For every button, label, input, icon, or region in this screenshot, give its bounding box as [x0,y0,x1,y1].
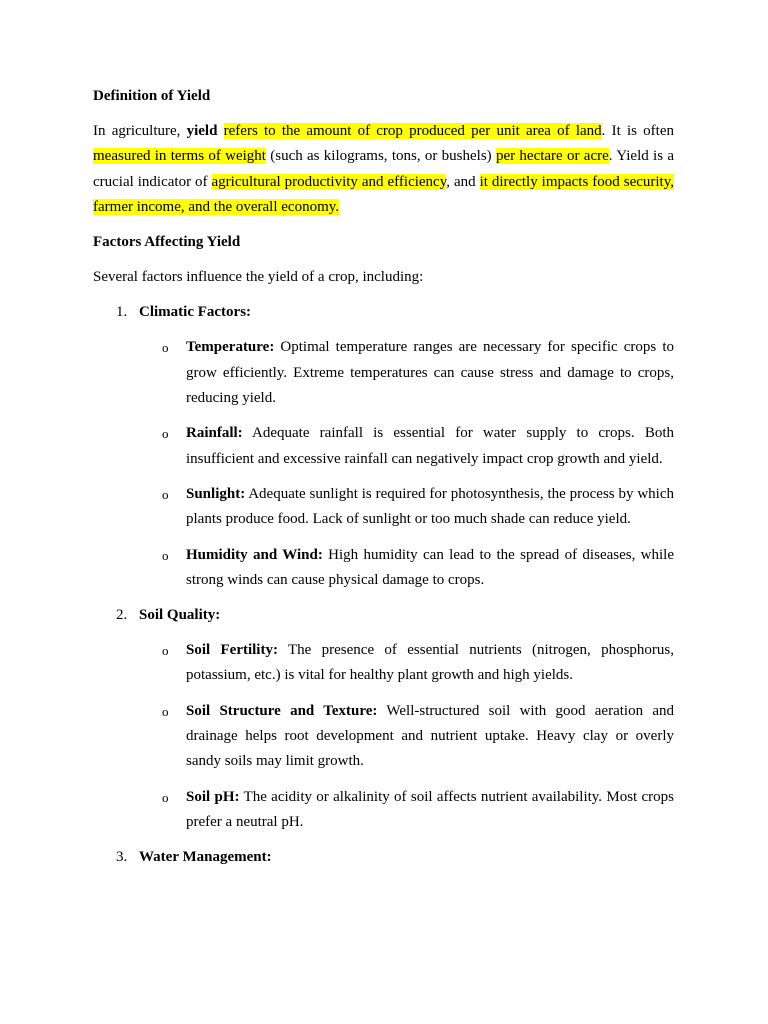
heading-factors-affecting-yield: Factors Affecting Yield [93,234,241,251]
text-run: . Yield is a crucial indicator of [93,148,674,190]
sub-text: Adequate sunlight is required for photosynthesis, the process by which plants produce food. Lack of sunlight or too much shade can reduce yield. [186,485,674,528]
definition-paragraph [93,119,674,220]
bullet-icon: o [162,486,169,502]
sub-text: The acidity or alkalinity of soil affects nutrient availability. Most crops prefer a neutral pH. [186,788,675,830]
bullet-icon: o [162,426,169,442]
list-item [93,603,674,835]
sub-text: Well-structured soil with good aeration and drainage helps root development and nutrient uptake. Heavy clay or overly sandy soils may limit growth. [186,702,674,770]
sub-list-item [93,335,674,411]
list-item [93,300,674,593]
heading-definition-of-yield: Definition of Yield [93,88,211,104]
list-item-title: Water Management: [139,849,272,866]
document-content [93,84,674,870]
list-number: 3. [116,849,128,866]
sub-term: Soil Structure and Texture: [186,702,378,719]
bullet-icon: o [162,340,169,356]
sub-list-item [93,638,674,689]
sub-text: Optimal temperature ranges are necessary for specific crops to grow efficiently. Extreme temperatures can cause stress and damage to crops, reducing yield. [186,339,674,407]
sub-list-item [93,421,674,472]
text-run: (such as kilograms, tons, or bushels) [265,148,496,165]
text-run: , and [446,173,480,190]
highlight-4: agricultural productivity and efficiency [211,173,447,190]
sub-term: Soil pH: [186,788,240,805]
sub-list-item [93,699,674,775]
factors-intro: Several factors influence the yield of a crop, including: [93,269,424,286]
sub-term: Rainfall: [186,425,243,442]
text-run [217,123,223,139]
highlight-1: refers to the amount of crop produced per unit area of land [223,123,602,139]
list-item-title: Climatic Factors: [139,304,252,321]
text-run: . It is often [601,123,674,139]
sub-list-item [93,785,674,836]
bullet-icon: o [162,703,169,719]
sub-list [93,638,674,835]
text-run: In agriculture, [93,123,187,139]
bold-term-yield: yield [186,123,218,139]
bullet-icon: o [162,643,169,659]
list-item-title: Soil Quality: [139,607,221,624]
sub-term: Sunlight: [186,485,246,502]
sub-term: Humidity and Wind: [186,546,323,563]
sub-list [93,335,674,593]
sub-list-item [93,543,674,594]
sub-term: Soil Fertility: [186,642,278,659]
list-number: 2. [116,607,128,624]
highlight-5: it directly impacts food security, farmer income, and the overall economy. [93,173,674,215]
list-item [93,845,674,870]
sub-term: Temperature: [186,339,275,356]
sub-text: The presence of essential nutrients (nitrogen, phosphorus, potassium, etc.) is vital for healthy plant growth and high yields. [186,642,674,684]
bullet-icon: o [162,789,169,805]
sub-list-item [93,482,674,533]
sub-text: Adequate rainfall is essential for water supply to crops. Both insufficient and excessive rainfall can negatively impact crop growth and yield. [186,425,674,467]
list-number: 1. [116,304,128,321]
highlight-2: measured in terms of weight [93,148,266,165]
factors-list [93,300,674,870]
bullet-icon: o [162,547,169,563]
highlight-3: per hectare or acre [495,148,609,165]
sub-text: High humidity can lead to the spread of diseases, while strong winds can cause physical damage to crops. [186,546,674,588]
